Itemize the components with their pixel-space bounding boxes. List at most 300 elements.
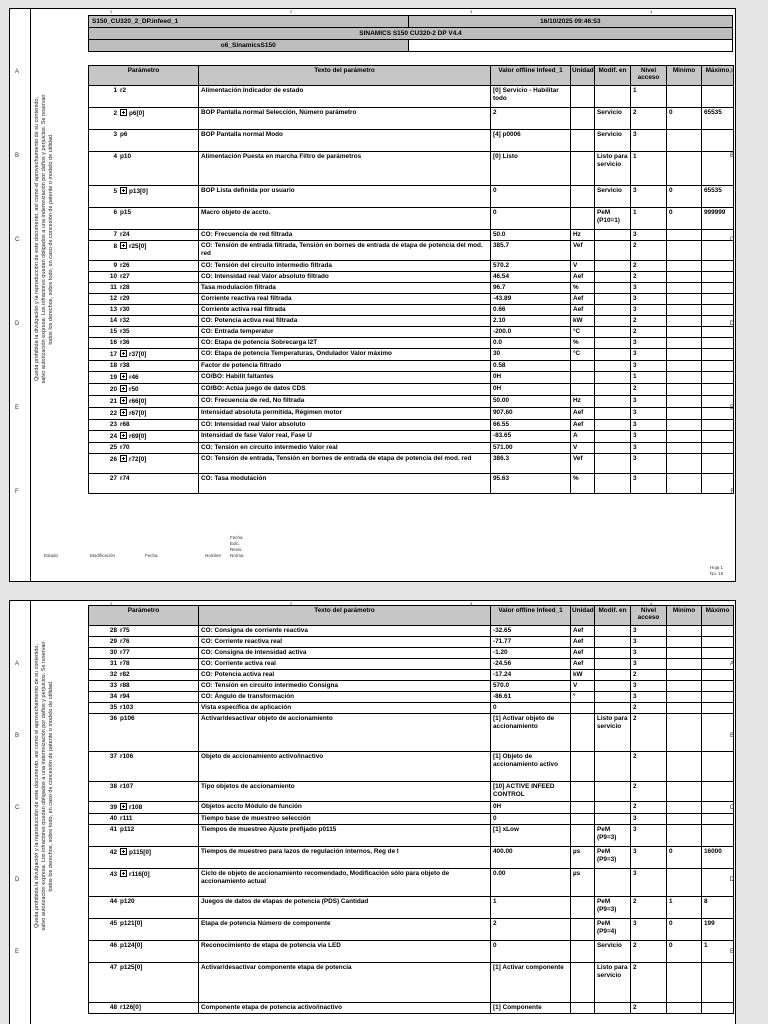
param-level: 3 (631, 186, 667, 208)
param-level: 2 (631, 963, 667, 1003)
param-cell (89, 420, 199, 431)
table-row (89, 941, 734, 963)
param-value: 385.7 (491, 241, 571, 261)
param-max (702, 420, 734, 431)
document-page-2 (9, 600, 736, 1024)
param-text: CO: Intensidad real Valor absoluto (199, 420, 491, 431)
param-min (667, 294, 702, 305)
param-max: 8 (702, 897, 734, 919)
param-modif (595, 338, 631, 349)
param-cell (89, 443, 199, 454)
table-row (89, 919, 734, 941)
param-unit: kW (571, 670, 595, 681)
table-row (89, 396, 734, 408)
param-cell (89, 897, 199, 919)
expand-plus-icon[interactable] (120, 455, 127, 462)
legal-side-note: Queda prohibida la divulgación y la reproducción de este documento, así como el aprovechamiento de su contenido, salvo autorización expresa. Los infractores quedan obligados a una indemnización por daños y perjuicios. Se reservan todos los derechos, sobre todo, en caso de concesión de patente o modelo de utilidad. (34, 94, 54, 384)
param-id: r46 (129, 374, 139, 381)
param-level: 2 (631, 1003, 667, 1014)
param-id: r36 (120, 339, 130, 346)
param-id: r107 (120, 783, 134, 790)
param-max (702, 361, 734, 372)
param-unit (571, 130, 595, 152)
table-header-row: Parámetro Texto del parámetro Valor offline Infeed_1 Unidad Modif. en Nivel acceso Mínimo Máximo (89, 606, 734, 626)
row-number: 25 (109, 444, 117, 451)
param-value: 0 (491, 814, 571, 825)
param-min (667, 283, 702, 294)
expand-plus-icon[interactable] (120, 242, 127, 249)
param-cell (89, 108, 199, 130)
param-level: 1 (631, 208, 667, 230)
param-unit (571, 361, 595, 372)
col-min: Mínimo (667, 66, 702, 86)
row-number: 47 (109, 964, 117, 971)
param-level: 3 (631, 626, 667, 637)
param-id: r88 (120, 682, 130, 689)
expand-plus-icon[interactable] (120, 848, 127, 855)
row-number: 3 (113, 131, 117, 138)
param-value: -86.61 (491, 692, 571, 703)
param-text: CO: Tensión en circuito intermedio Consigna (199, 681, 491, 692)
param-min (667, 782, 702, 802)
table-row (89, 825, 734, 847)
column-number: 1 (110, 601, 113, 606)
param-text: CO: Etapa de potencia Sobrecarga I2T (199, 338, 491, 349)
param-id: p13[0] (129, 188, 148, 195)
column-number: 4 (650, 601, 653, 606)
row-number: 42 (109, 849, 117, 856)
param-modif (595, 802, 631, 814)
param-unit (571, 963, 595, 1003)
param-text: Tiempos de muestreo Ajuste prefijado p0115 (199, 825, 491, 847)
row-number: 14 (109, 317, 117, 324)
param-cell (89, 384, 199, 396)
row-number: 45 (109, 920, 117, 927)
param-unit (571, 825, 595, 847)
table-row (89, 283, 734, 294)
param-unit: Aef (571, 272, 595, 283)
row-number: 46 (109, 942, 117, 949)
param-id: r38 (120, 362, 130, 369)
param-cell (89, 349, 199, 361)
param-value: 95.63 (491, 474, 571, 494)
table-row (89, 703, 734, 714)
col-value: Valor offline Infeed_1 (491, 66, 571, 86)
param-modif (595, 361, 631, 372)
param-text: Alimentación Indicador de estado (199, 86, 491, 108)
param-text: CO: Consigna de intensidad activa (199, 648, 491, 659)
param-value: 50.0 (491, 230, 571, 241)
row-number: 44 (109, 898, 117, 905)
param-max (702, 474, 734, 494)
row-letter: A (15, 69, 20, 75)
expand-plus-icon[interactable] (120, 187, 127, 194)
row-number: 43 (109, 871, 117, 878)
param-cell (89, 152, 199, 186)
param-value: [1] Objeto de accionamiento activo (491, 752, 571, 782)
param-text: Etapa de potencia Número de componente (199, 919, 491, 941)
param-unit (571, 208, 595, 230)
param-id: p125[0] (120, 964, 143, 971)
expand-plus-icon[interactable] (120, 109, 127, 116)
row-letter: A (729, 69, 734, 75)
param-min (667, 752, 702, 782)
param-min (667, 474, 702, 494)
param-min: 0 (667, 847, 702, 869)
param-value: 0.0 (491, 338, 571, 349)
row-number: 18 (109, 362, 117, 369)
row-number: 5 (113, 188, 117, 195)
param-id: r69[0] (129, 433, 147, 440)
expand-plus-icon[interactable] (120, 432, 127, 439)
expand-plus-icon[interactable] (120, 397, 127, 404)
param-max (702, 648, 734, 659)
param-modif (595, 396, 631, 408)
row-letter: F (15, 489, 19, 495)
param-max (702, 396, 734, 408)
param-cell (89, 208, 199, 230)
param-max (702, 272, 734, 283)
param-value: 400.00 (491, 847, 571, 869)
document-page-1 (9, 8, 736, 582)
row-number: 10 (109, 273, 117, 280)
param-min (667, 714, 702, 752)
param-max (702, 431, 734, 443)
param-id: p106 (120, 715, 135, 722)
row-number: 24 (109, 433, 117, 440)
param-id: r28 (120, 284, 130, 291)
param-unit: °C (571, 327, 595, 338)
date-time: 16/10/2025 09:46:53 (408, 16, 732, 28)
param-max (702, 283, 734, 294)
param-text: CO: Intensidad real Valor absoluto filtrado (199, 272, 491, 283)
param-level: 2 (631, 241, 667, 261)
object-name: o6_SinamicsS150 (89, 40, 409, 52)
param-value: -83.65 (491, 431, 571, 443)
param-text: CO: Ángulo de transformación (199, 692, 491, 703)
param-level: 3 (631, 294, 667, 305)
param-text: Alimentación Puesta en marcha Filtro de parámetros (199, 152, 491, 186)
param-value: -43.89 (491, 294, 571, 305)
param-level: 3 (631, 869, 667, 897)
table-row (89, 963, 734, 1003)
param-cell (89, 670, 199, 681)
param-modif (595, 626, 631, 637)
param-unit: % (571, 283, 595, 294)
param-level: 3 (631, 443, 667, 454)
param-text: BOP Lista definida por usuario (199, 186, 491, 208)
param-id: r27 (120, 273, 130, 280)
param-value: [4] p0006 (491, 130, 571, 152)
param-unit (571, 802, 595, 814)
param-value: [10] ACTIVE INFEED CONTROL (491, 782, 571, 802)
param-modif: Listo para servicio (595, 963, 631, 1003)
param-text: Activar/desactivar objeto de accionamiento (199, 714, 491, 752)
param-modif (595, 294, 631, 305)
param-min (667, 272, 702, 283)
param-unit (571, 384, 595, 396)
row-number: 39 (109, 804, 117, 811)
param-text: CO/BO: Habilit faltantes (199, 372, 491, 384)
param-modif (595, 408, 631, 420)
param-cell (89, 814, 199, 825)
param-modif (595, 648, 631, 659)
param-unit: Aef (571, 294, 595, 305)
param-id: p15 (120, 209, 132, 216)
param-modif (595, 272, 631, 283)
param-modif (595, 659, 631, 670)
param-min: 0 (667, 186, 702, 208)
expand-plus-icon[interactable] (120, 385, 127, 392)
param-cell (89, 283, 199, 294)
param-modif (595, 327, 631, 338)
row-letter: B (729, 733, 734, 739)
param-min (667, 814, 702, 825)
param-max (702, 637, 734, 648)
param-max (702, 305, 734, 316)
param-unit: % (571, 338, 595, 349)
row-number: 4 (113, 153, 117, 160)
param-min (667, 384, 702, 396)
param-text: Componente etapa de potencia activo/inactivo (199, 1003, 491, 1014)
param-cell (89, 396, 199, 408)
param-cell (89, 847, 199, 869)
param-cell (89, 230, 199, 241)
row-number: 35 (109, 704, 117, 711)
page-header (88, 15, 733, 52)
param-level: 2 (631, 941, 667, 963)
param-level: 2 (631, 670, 667, 681)
param-level: 3 (631, 230, 667, 241)
table-row (89, 338, 734, 349)
column-number: 1 (110, 9, 113, 14)
param-unit (571, 372, 595, 384)
param-min (667, 825, 702, 847)
table-row (89, 408, 734, 420)
param-unit: V (571, 261, 595, 272)
param-modif (595, 261, 631, 272)
row-letter: C (15, 237, 20, 243)
param-unit: Vef (571, 454, 595, 474)
param-level: 3 (631, 349, 667, 361)
param-min (667, 963, 702, 1003)
param-min (667, 152, 702, 186)
row-letter: D (15, 877, 20, 883)
param-level: 2 (631, 261, 667, 272)
expand-plus-icon[interactable] (120, 870, 127, 877)
row-number: 17 (109, 351, 117, 358)
param-unit (571, 186, 595, 208)
expand-plus-icon[interactable] (120, 409, 127, 416)
param-level: 3 (631, 454, 667, 474)
param-unit: V (571, 681, 595, 692)
param-min (667, 1003, 702, 1014)
param-id: r82 (120, 671, 130, 678)
expand-plus-icon[interactable] (120, 803, 127, 810)
param-id: p112 (120, 826, 135, 833)
table-row (89, 327, 734, 338)
param-min (667, 637, 702, 648)
param-level: 3 (631, 814, 667, 825)
param-id: r72[0] (129, 456, 147, 463)
param-text: CO: Tasa modulación (199, 474, 491, 494)
param-unit (571, 703, 595, 714)
param-id: r67[0] (129, 410, 147, 417)
param-unit: Aef (571, 408, 595, 420)
param-level: 2 (631, 752, 667, 782)
param-modif (595, 230, 631, 241)
param-min: 0 (667, 108, 702, 130)
param-value: 2 (491, 919, 571, 941)
param-unit: Aef (571, 637, 595, 648)
param-value: -24.56 (491, 659, 571, 670)
param-modif (595, 316, 631, 327)
expand-plus-icon[interactable] (120, 373, 127, 380)
param-min (667, 454, 702, 474)
param-value: -1.20 (491, 648, 571, 659)
param-id: r74 (120, 475, 130, 482)
row-number: 23 (109, 421, 117, 428)
param-unit: Vef (571, 241, 595, 261)
param-unit: Aef (571, 659, 595, 670)
param-value: 386.3 (491, 454, 571, 474)
param-min (667, 703, 702, 714)
row-letter: E (729, 405, 734, 411)
param-id: p115[0] (129, 849, 152, 856)
table-row (89, 152, 734, 186)
param-value: 46.54 (491, 272, 571, 283)
param-cell (89, 825, 199, 847)
param-max: 65535 (702, 186, 734, 208)
param-text: CO: Potencia activa real (199, 670, 491, 681)
param-level: 3 (631, 396, 667, 408)
param-cell (89, 637, 199, 648)
param-cell (89, 963, 199, 1003)
row-number: 48 (109, 1004, 117, 1011)
row-number: 41 (109, 826, 117, 833)
param-min (667, 327, 702, 338)
row-number: 40 (109, 815, 117, 822)
param-text: CO: Entrada temperatur (199, 327, 491, 338)
param-max (702, 703, 734, 714)
param-unit (571, 919, 595, 941)
col-modif: Modif. en (595, 66, 631, 86)
param-cell (89, 454, 199, 474)
param-cell (89, 408, 199, 420)
param-value: 2.10 (491, 316, 571, 327)
param-text: Factor de potencia filtrado (199, 361, 491, 372)
param-text: CO/BO: Actúa juego de datos CDS (199, 384, 491, 396)
param-min: 0 (667, 208, 702, 230)
param-modif: PeM (P9=3) (595, 897, 631, 919)
param-text: Objeto de accionamiento activo/inactivo (199, 752, 491, 782)
param-cell (89, 272, 199, 283)
param-id: r78 (120, 660, 130, 667)
row-letter: C (729, 237, 734, 243)
row-letter: C (729, 805, 734, 811)
param-modif: Listo para servicio (595, 152, 631, 186)
param-unit: V (571, 443, 595, 454)
col-text: Texto del parámetro (199, 66, 491, 86)
param-min (667, 316, 702, 327)
expand-plus-icon[interactable] (120, 350, 127, 357)
param-unit (571, 897, 595, 919)
column-number: 3 (470, 9, 473, 14)
row-number: 13 (109, 306, 117, 313)
table-row (89, 294, 734, 305)
param-max: 16000 (702, 847, 734, 869)
param-id: r75 (120, 627, 130, 634)
param-modif (595, 420, 631, 431)
table-row (89, 208, 734, 230)
param-min (667, 396, 702, 408)
table-row (89, 670, 734, 681)
param-value: [1] Activar componente (491, 963, 571, 1003)
param-value: 0 (491, 941, 571, 963)
param-max (702, 349, 734, 361)
param-unit: Aef (571, 305, 595, 316)
param-level: 3 (631, 338, 667, 349)
param-max (702, 659, 734, 670)
param-modif (595, 703, 631, 714)
param-id: r111 (120, 815, 133, 822)
param-value: 0.58 (491, 361, 571, 372)
row-number: 28 (109, 627, 117, 634)
param-cell (89, 130, 199, 152)
param-max (702, 670, 734, 681)
param-max (702, 408, 734, 420)
param-max (702, 372, 734, 384)
param-text: CO: Frecuencia de red filtrada (199, 230, 491, 241)
param-max (702, 681, 734, 692)
param-id: r2 (120, 87, 127, 94)
param-level: 3 (631, 420, 667, 431)
param-max: 999999 (702, 208, 734, 230)
col-param: Parámetro (89, 66, 199, 86)
table-row (89, 186, 734, 208)
param-id: p6[0] (129, 110, 145, 117)
param-unit: µs (571, 869, 595, 897)
param-value: 0.00 (491, 869, 571, 897)
param-id: r126[0] (120, 1004, 141, 1011)
param-cell (89, 86, 199, 108)
param-min (667, 692, 702, 703)
param-value: 0 (491, 186, 571, 208)
param-cell (89, 186, 199, 208)
col-max: Máximo (702, 66, 734, 86)
param-cell (89, 869, 199, 897)
param-text: Objetos accto Módulo de función (199, 802, 491, 814)
param-modif (595, 474, 631, 494)
param-modif: Servicio (595, 186, 631, 208)
param-level: 3 (631, 431, 667, 443)
row-number: 11 (110, 284, 117, 291)
param-modif (595, 814, 631, 825)
param-text: CO: Frecuencia de red, No filtrada (199, 396, 491, 408)
param-min (667, 648, 702, 659)
param-level: 2 (631, 316, 667, 327)
param-value: 907.60 (491, 408, 571, 420)
param-unit (571, 941, 595, 963)
table-row (89, 384, 734, 396)
param-cell (89, 327, 199, 338)
param-min (667, 338, 702, 349)
param-id: p120 (120, 898, 135, 905)
param-modif: PeM (P10=1) (595, 208, 631, 230)
param-unit: ° (571, 692, 595, 703)
param-max (702, 261, 734, 272)
column-number: 2 (290, 9, 293, 14)
